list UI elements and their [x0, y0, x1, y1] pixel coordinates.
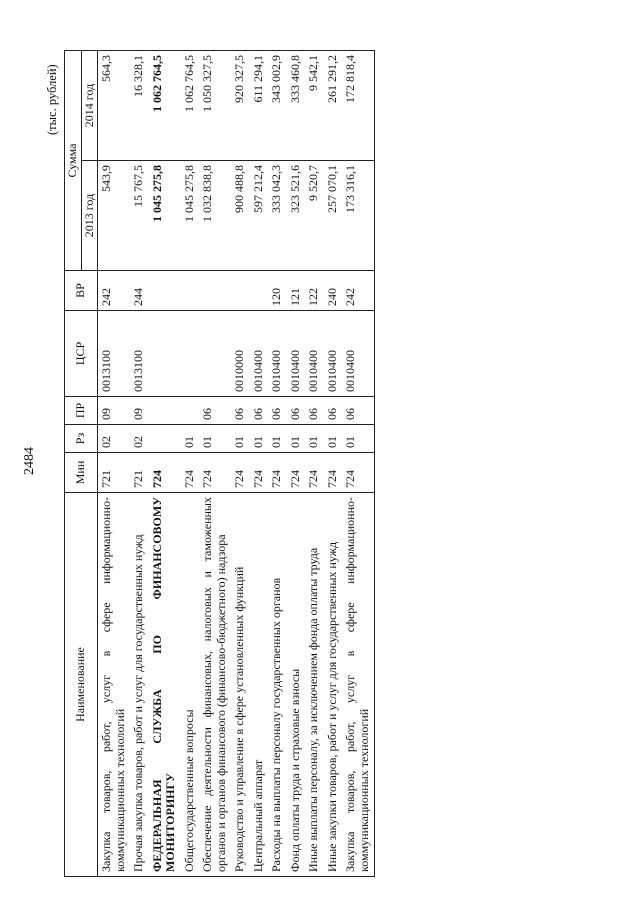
cell-name: Обеспечение деятельности финансовых, налоговых и таможенных органов и органов финансового (финансово-бюджетного) надзора — [199, 493, 231, 877]
cell-y2014: 261 291,2 — [324, 50, 343, 160]
table-row — [268, 50, 287, 876]
cell-pr: 06 — [342, 397, 375, 425]
cell-y2014: 1 062 764,5 — [149, 50, 181, 160]
cell-name: Расходы на выплаты персоналу государственных органов — [268, 493, 287, 877]
cell-min: 724 — [250, 453, 269, 493]
cell-vr — [250, 271, 269, 311]
cell-csr: 0010400 — [250, 311, 269, 397]
cell-csr — [181, 311, 200, 397]
cell-vr: 240 — [324, 271, 343, 311]
cell-y2013: 323 521,6 — [287, 161, 306, 271]
table-row — [231, 50, 250, 876]
cell-y2014: 16 328,1 — [130, 50, 149, 160]
header-sum: Сумма — [65, 50, 82, 270]
cell-name: Закупка товаров, работ, услуг в сфере информационно-коммуникационных технологий — [342, 493, 375, 877]
cell-pr: 06 — [268, 397, 287, 425]
cell-csr: 0013100 — [130, 311, 149, 397]
cell-y2013: 1 032 838,8 — [199, 161, 231, 271]
cell-min: 724 — [199, 453, 231, 493]
header-min: Мин — [65, 453, 98, 493]
budget-table — [64, 50, 375, 877]
cell-csr: 0010400 — [324, 311, 343, 397]
cell-pr: 09 — [130, 397, 149, 425]
cell-csr — [149, 311, 181, 397]
cell-pr: 06 — [250, 397, 269, 425]
table-row — [250, 50, 269, 876]
cell-csr: 0010400 — [268, 311, 287, 397]
cell-csr: 0010400 — [305, 311, 324, 397]
cell-csr: 0013100 — [98, 311, 131, 397]
cell-y2013: 173 316,1 — [342, 161, 375, 271]
cell-y2014: 333 460,8 — [287, 50, 306, 160]
cell-y2013: 597 212,4 — [250, 161, 269, 271]
cell-y2014: 9 542,1 — [305, 50, 324, 160]
page-number: 2484 — [22, 447, 37, 475]
table-row — [324, 50, 343, 876]
header-2013: 2013 год — [81, 161, 98, 271]
units-label: (тыс. рублей) — [45, 64, 59, 135]
table-row — [181, 50, 200, 876]
cell-name: Иные выплаты персоналу, за исключением фонда оплаты труда — [305, 493, 324, 877]
cell-rz: 01 — [305, 425, 324, 453]
cell-vr — [231, 271, 250, 311]
cell-pr: 06 — [287, 397, 306, 425]
cell-name: Фонд оплаты труда и страховые взносы — [287, 493, 306, 877]
cell-rz: 01 — [231, 425, 250, 453]
cell-vr: 242 — [342, 271, 375, 311]
cell-min: 724 — [149, 453, 181, 493]
header-2014: 2014 год — [81, 50, 98, 160]
header-name: Наименование — [65, 493, 98, 877]
cell-rz: 02 — [130, 425, 149, 453]
cell-y2013: 543,9 — [98, 161, 131, 271]
cell-vr: 122 — [305, 271, 324, 311]
cell-y2014: 611 294,1 — [250, 50, 269, 160]
cell-y2014: 564,3 — [98, 50, 131, 160]
cell-y2014: 172 818,4 — [342, 50, 375, 160]
table-row — [342, 50, 375, 876]
cell-name: Руководство и управление в сфере установленных функций — [231, 493, 250, 877]
cell-vr: 242 — [98, 271, 131, 311]
cell-rz: 01 — [181, 425, 200, 453]
cell-rz: 01 — [268, 425, 287, 453]
cell-name: Прочая закупка товаров, работ и услуг для государственных нужд — [130, 493, 149, 877]
table-row — [149, 50, 181, 876]
cell-vr: 120 — [268, 271, 287, 311]
table-row — [130, 50, 149, 876]
cell-y2013: 257 070,1 — [324, 161, 343, 271]
cell-name: Иные закупки товаров, работ и услуг для государственных нужд — [324, 493, 343, 877]
cell-vr — [149, 271, 181, 311]
cell-csr — [199, 311, 231, 397]
header-csr: ЦСР — [65, 311, 98, 397]
cell-name: Общегосударственные вопросы — [181, 493, 200, 877]
cell-name: Центральный аппарат — [250, 493, 269, 877]
cell-y2014: 343 002,9 — [268, 50, 287, 160]
cell-min: 724 — [287, 453, 306, 493]
cell-min: 721 — [130, 453, 149, 493]
cell-y2013: 900 488,8 — [231, 161, 250, 271]
cell-csr: 0010000 — [231, 311, 250, 397]
cell-min: 724 — [324, 453, 343, 493]
cell-pr — [181, 397, 200, 425]
cell-min: 724 — [268, 453, 287, 493]
table-row — [199, 50, 231, 876]
table-row — [98, 50, 131, 876]
cell-pr: 06 — [231, 397, 250, 425]
table-body — [98, 50, 375, 876]
cell-csr: 0010400 — [287, 311, 306, 397]
cell-y2014: 1 062 764,5 — [181, 50, 200, 160]
cell-rz — [149, 425, 181, 453]
cell-pr: 06 — [324, 397, 343, 425]
cell-rz: 01 — [324, 425, 343, 453]
cell-min: 724 — [231, 453, 250, 493]
cell-rz: 02 — [98, 425, 131, 453]
cell-pr — [149, 397, 181, 425]
cell-pr: 09 — [98, 397, 131, 425]
cell-y2013: 1 045 275,8 — [149, 161, 181, 271]
cell-min: 724 — [305, 453, 324, 493]
cell-pr: 06 — [199, 397, 231, 425]
cell-y2013: 333 042,3 — [268, 161, 287, 271]
cell-y2013: 15 767,5 — [130, 161, 149, 271]
cell-y2013: 1 045 275,8 — [181, 161, 200, 271]
cell-pr: 06 — [305, 397, 324, 425]
cell-min: 721 — [98, 453, 131, 493]
cell-y2014: 1 050 327,5 — [199, 50, 231, 160]
cell-name: ФЕДЕРАЛЬНАЯ СЛУЖБА ПО ФИНАНСОВОМУ МОНИТОРИНГУ — [149, 493, 181, 877]
header-rz: Рз — [65, 425, 98, 453]
header-pr: ПР — [65, 397, 98, 425]
cell-rz: 01 — [342, 425, 375, 453]
cell-rz: 01 — [287, 425, 306, 453]
cell-y2014: 920 327,5 — [231, 50, 250, 160]
cell-min: 724 — [342, 453, 375, 493]
cell-vr — [181, 271, 200, 311]
cell-csr: 0010400 — [342, 311, 375, 397]
cell-vr — [199, 271, 231, 311]
cell-vr: 244 — [130, 271, 149, 311]
cell-min: 724 — [181, 453, 200, 493]
cell-rz: 01 — [199, 425, 231, 453]
cell-rz: 01 — [250, 425, 269, 453]
header-vr: ВР — [65, 271, 98, 311]
table-row — [287, 50, 306, 876]
table-row — [305, 50, 324, 876]
cell-vr: 121 — [287, 271, 306, 311]
cell-name: Закупка товаров, работ, услуг в сфере информационно-коммуникационных технологий — [98, 493, 131, 877]
cell-y2013: 9 520,7 — [305, 161, 324, 271]
